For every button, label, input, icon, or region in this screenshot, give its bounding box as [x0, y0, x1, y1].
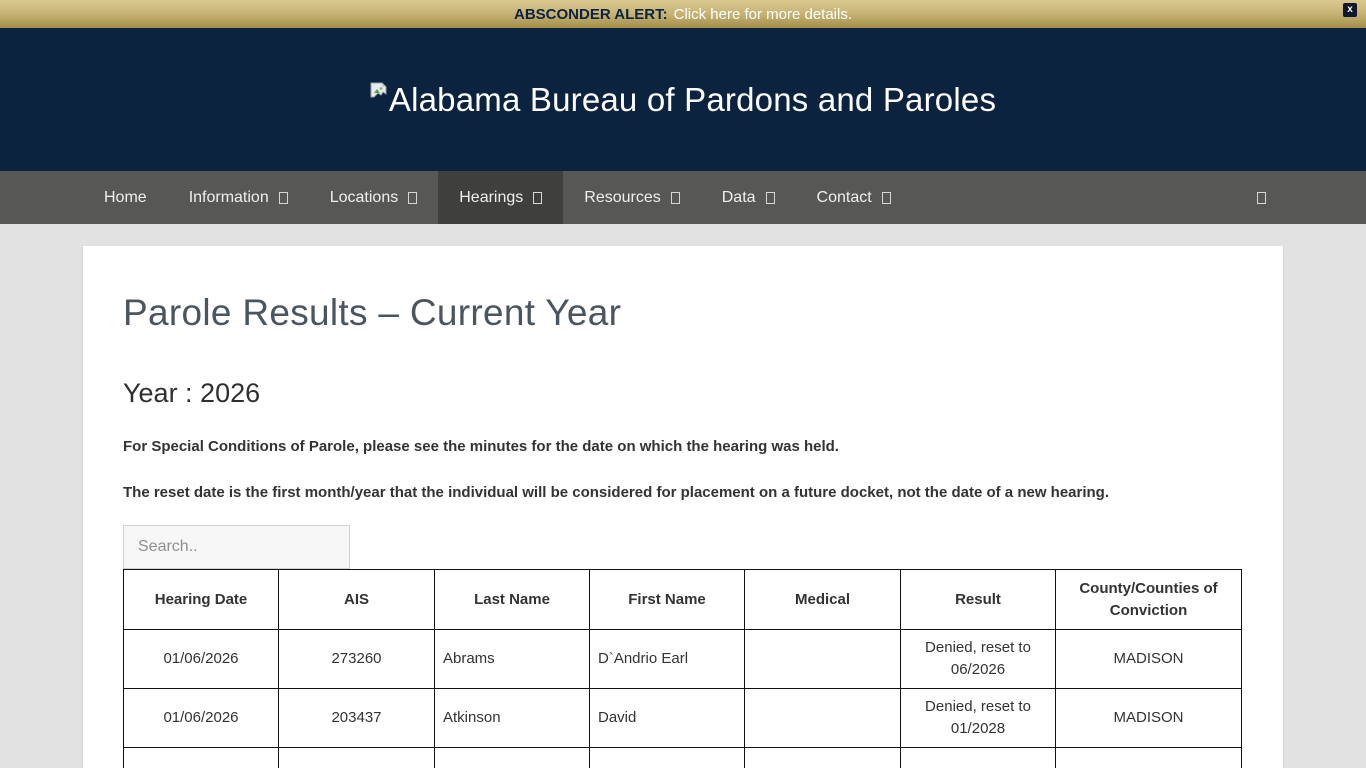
alert-details-link[interactable]: Click here for more details. — [673, 5, 853, 23]
column-header: Medical — [745, 570, 901, 630]
absconder-alert-bar — [0, 0, 1366, 28]
dropdown-caret-icon — [766, 192, 775, 204]
nav-item-label: Resources — [584, 188, 661, 206]
table-cell: 203437 — [279, 689, 435, 748]
alert-close-button[interactable]: x — [1343, 3, 1357, 17]
table-cell: Atkinson — [435, 689, 590, 748]
site-title: Alabama Bureau of Pardons and Paroles — [388, 80, 997, 118]
nav-item-contact[interactable] — [796, 171, 912, 224]
table-cell — [124, 748, 279, 768]
table-cell: Abrams — [435, 630, 590, 689]
table-cell: 273260 — [279, 630, 435, 689]
table-cell — [901, 748, 1056, 768]
nav-item-label: Information — [188, 188, 269, 206]
dropdown-caret-icon — [671, 192, 680, 204]
dropdown-caret-icon — [533, 192, 542, 204]
table-cell: Denied, reset to 01/2028 — [901, 689, 1056, 748]
alert-label: ABSCONDER ALERT: — [513, 5, 668, 23]
table-cell — [590, 748, 745, 768]
search-icon — [1257, 192, 1266, 204]
broken-image-icon — [370, 82, 387, 99]
nav-search-button[interactable] — [1257, 171, 1266, 224]
nav-item-label: Home — [104, 188, 147, 206]
nav-item-label: Hearings — [459, 188, 524, 206]
dropdown-caret-icon — [882, 192, 891, 204]
table-cell: 01/06/2026 — [124, 630, 279, 689]
table-cell: Denied, reset to 06/2026 — [901, 630, 1056, 689]
site-logo-link[interactable] — [370, 80, 996, 120]
nav-item-label: Data — [721, 188, 756, 206]
nav-item-resources[interactable] — [563, 171, 700, 224]
column-header: First Name — [590, 570, 745, 630]
site-header — [0, 28, 1366, 171]
reset-date-note: The reset date is the first month/year that the individual will be considered for placement on a future docket, not the date of a new hearing. — [123, 483, 1110, 501]
year-heading: Year : 2026 — [123, 378, 261, 408]
nav-item-label: Contact — [816, 188, 872, 206]
column-header: Last Name — [435, 570, 590, 630]
dropdown-caret-icon — [279, 192, 288, 204]
table-body — [124, 630, 1242, 768]
table-search-input[interactable] — [123, 525, 350, 569]
column-header: Result — [901, 570, 1056, 630]
parole-results-table — [123, 569, 1242, 768]
table-cell — [1056, 748, 1242, 768]
table-header — [124, 570, 1242, 630]
nav-item-data[interactable] — [701, 171, 796, 224]
table-header-row — [124, 570, 1242, 630]
table-cell: D`Andrio Earl — [590, 630, 745, 689]
column-header: County/Counties of Conviction — [1056, 570, 1242, 630]
nav-item-locations[interactable] — [309, 171, 439, 224]
table-row — [124, 689, 1242, 748]
table-cell: David — [590, 689, 745, 748]
special-conditions-note: For Special Conditions of Parole, please see the minutes for the date on which the hearing was held. — [123, 438, 839, 455]
table-cell — [745, 689, 901, 748]
table-cell — [745, 748, 901, 768]
main-content-panel — [83, 246, 1283, 768]
table-cell — [745, 630, 901, 689]
nav-item-information[interactable] — [168, 171, 309, 224]
nav-item-home[interactable] — [83, 171, 168, 224]
table-row — [124, 630, 1242, 689]
table-row — [124, 748, 1242, 768]
table-cell: MADISON — [1056, 630, 1242, 689]
table-cell — [279, 748, 435, 768]
column-header: Hearing Date — [124, 570, 279, 630]
dropdown-caret-icon — [408, 192, 417, 204]
main-navigation — [0, 171, 1366, 224]
table-cell — [435, 748, 590, 768]
column-header: AIS — [279, 570, 435, 630]
nav-item-label: Locations — [329, 188, 399, 206]
nav-item-hearings[interactable] — [438, 171, 563, 224]
table-cell: MADISON — [1056, 689, 1242, 748]
page-title: Parole Results – Current Year — [123, 292, 622, 333]
table-cell: 01/06/2026 — [124, 689, 279, 748]
